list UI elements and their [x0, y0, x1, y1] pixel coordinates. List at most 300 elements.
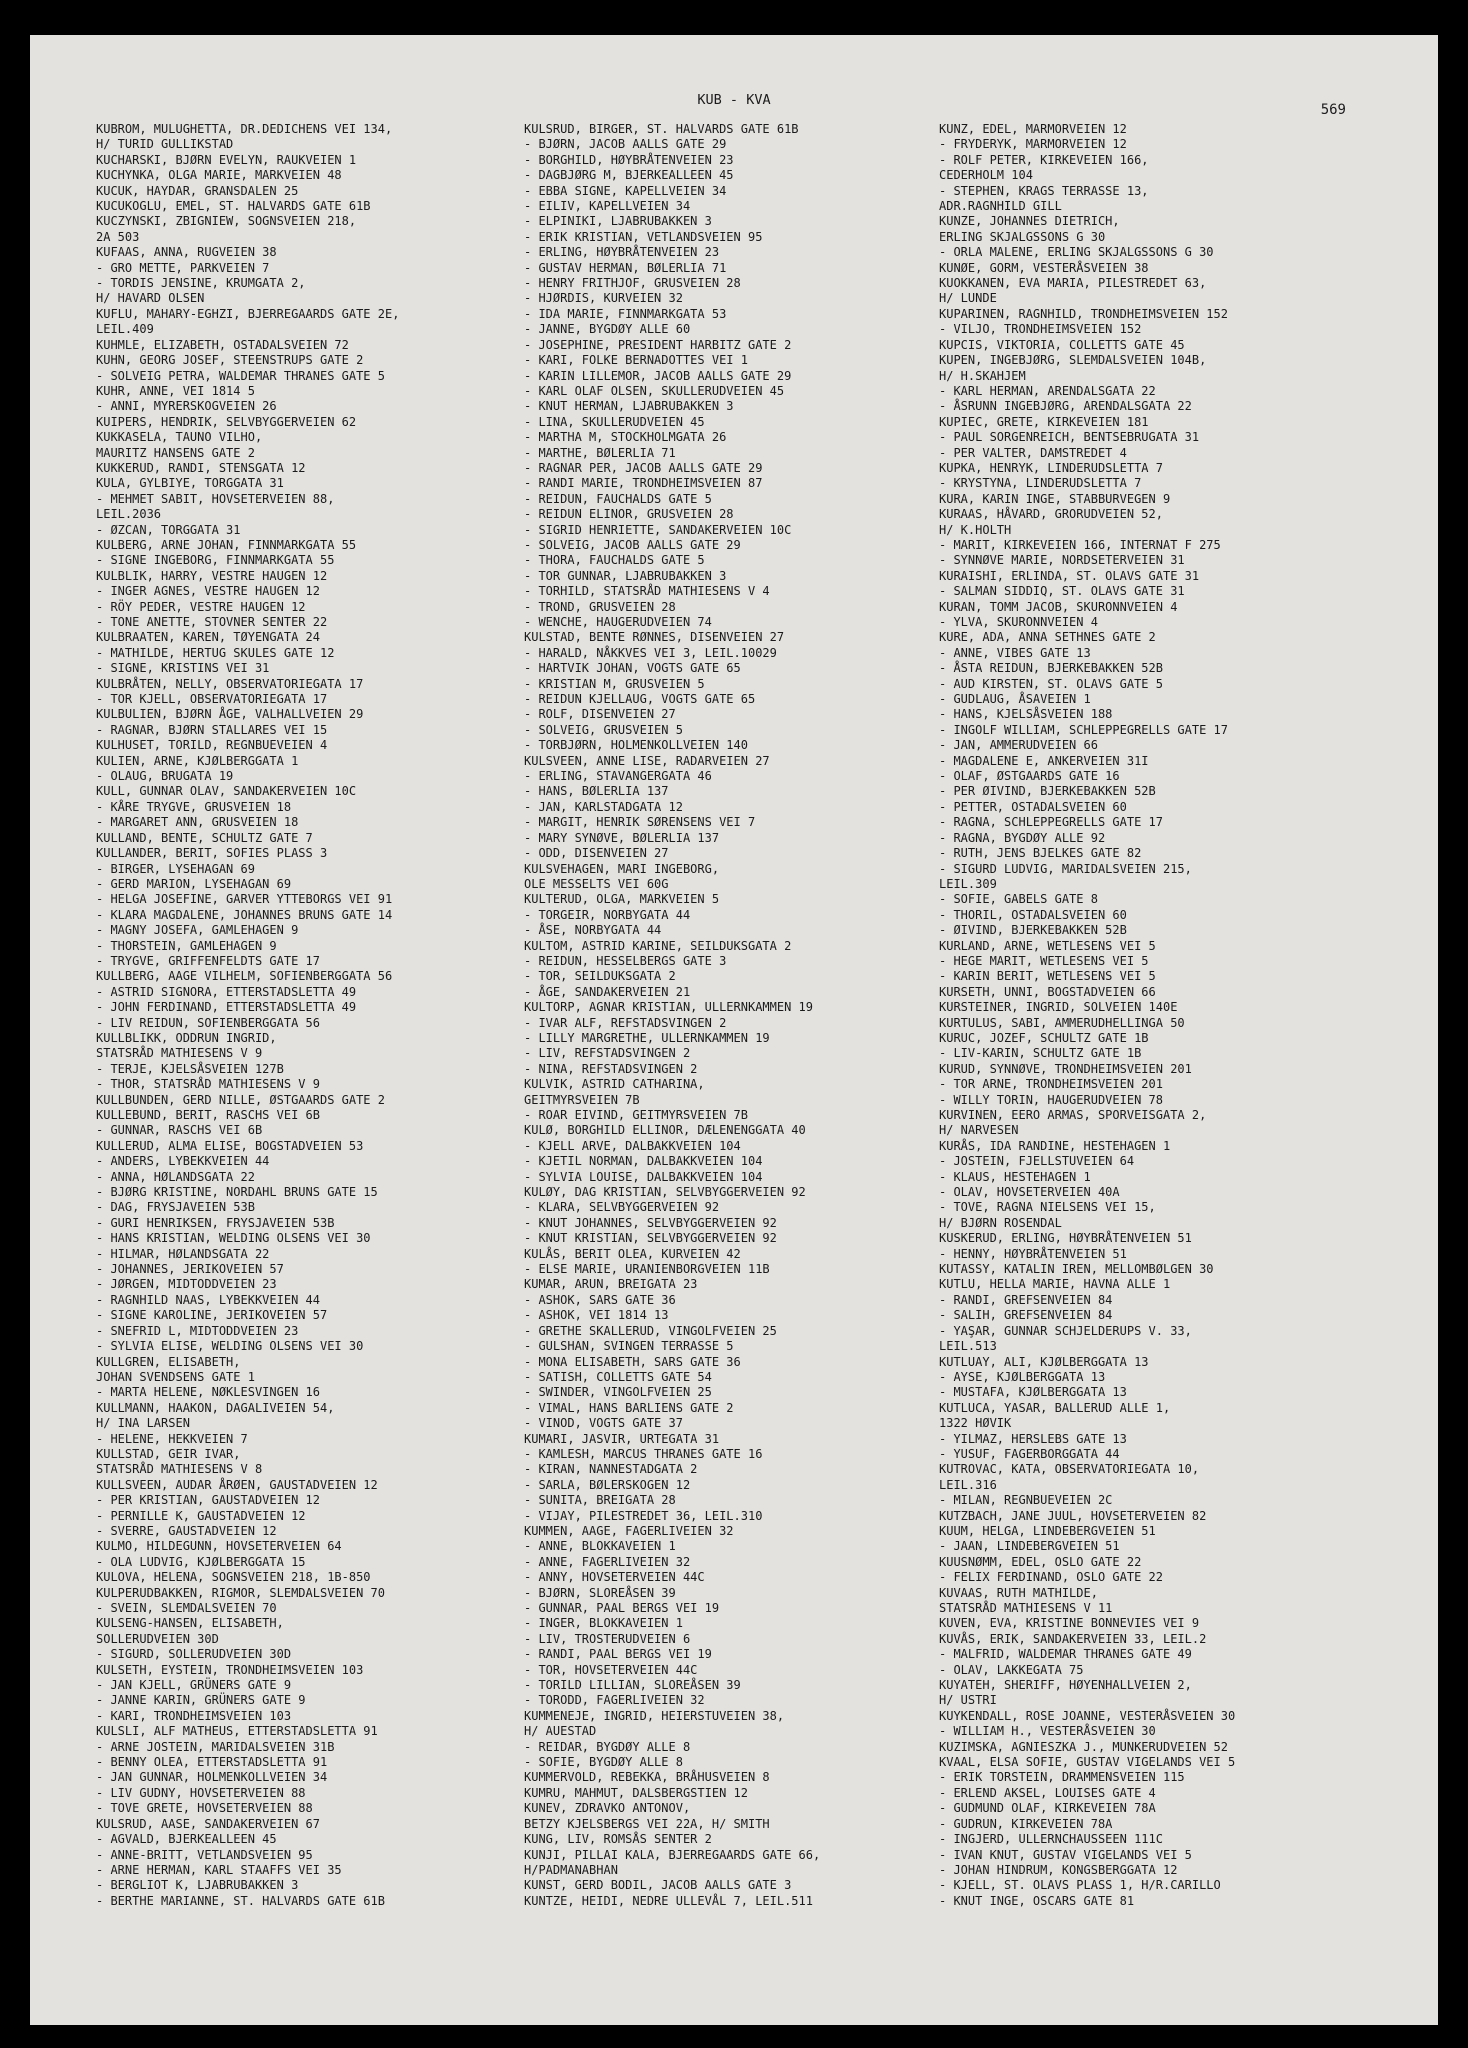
directory-entry: - VILJO, TRONDHEIMSVEIEN 152	[939, 322, 1142, 337]
directory-entry: - SVEIN, SLEMDALSVEIEN 70	[96, 1601, 277, 1615]
directory-entry: - JAN GUNNAR, HOLMENKOLLVEIEN 34	[96, 1770, 328, 1785]
directory-entry: KUVAAS, RUTH MATHILDE,	[939, 1585, 1098, 1600]
directory-entry: KUTLUCA, YASAR, BALLERUD ALLE 1,	[939, 1400, 1171, 1415]
directory-entry: SOLLERUDVEIEN 30D	[96, 1631, 219, 1646]
directory-entry: - BENNY OLEA, ETTERSTADSLETTA 91	[96, 1755, 328, 1770]
directory-entry: - HEGE MARIT, WETLESENS VEI 5	[939, 953, 1149, 968]
directory-entry: KULÅS, BERIT OLEA, KURVEIEN 42	[524, 1246, 741, 1261]
directory-entry: - VIJAY, PILESTREDET 36, LEIL.310	[524, 1508, 763, 1523]
directory-entry: - YLVA, SKURONNVEIEN 4	[939, 615, 1098, 629]
directory-entry: KURAAS, HÅVARD, GRORUDVEIEN 52,	[939, 507, 1163, 522]
directory-entry: KUNG, LIV, ROMSÅS SENTER 2	[524, 1832, 712, 1847]
directory-entry: - SNEFRID L, MIDTODDVEIEN 23	[96, 1323, 299, 1338]
directory-entry: - SOFIE, BYGDØY ALLE 8	[524, 1755, 683, 1770]
directory-entry: - SOLVEIG PETRA, WALDEMAR THRANES GATE 5	[96, 368, 385, 383]
directory-entry: - ANNE, VIBES GATE 13	[939, 645, 1091, 660]
directory-entry: KULIEN, ARNE, KJØLBERGGATA 1	[96, 753, 299, 768]
directory-entry: - IVAN KNUT, GUSTAV VIGELANDS VEI 5	[939, 1847, 1192, 1862]
directory-entry: KUMMENEJE, INGRID, HEIERSTUVEIEN 38,	[524, 1708, 785, 1723]
directory-entry: KULØY, DAG KRISTIAN, SELVBYGGERVEIEN 92	[524, 1185, 806, 1200]
directory-entry: ERLING SKJALGSSONS G 30	[939, 229, 1106, 244]
directory-entry: - RÖY PEDER, VESTRE HAUGEN 12	[96, 599, 306, 614]
directory-entry: - SYLVIA LOUISE, DALBAKKVEIEN 104	[524, 1169, 763, 1184]
directory-entry: - TOR KJELL, OBSERVATORIEGATA 17	[96, 692, 328, 707]
directory-entry: KULSTAD, BENTE RØNNES, DISENVEIEN 27	[524, 630, 785, 645]
directory-entry: - YUSUF, FAGERBORGGATA 44	[939, 1446, 1120, 1461]
directory-entry: - HENNY, HØYBRÅTENVEIEN 51	[939, 1246, 1127, 1261]
directory-entry: 2A 503	[96, 229, 140, 244]
directory-entry: - TORHILD, STATSRÅD MATHIESENS V 4	[524, 584, 770, 599]
directory-entry: LEIL.409	[96, 322, 154, 337]
directory-entry: - SWINDER, VINGOLFVEIEN 25	[524, 1385, 712, 1400]
directory-entry: - GUNNAR, RASCHS VEI 6B	[96, 1123, 263, 1138]
directory-entry: KUKKASELA, TAUNO VILHO,	[96, 430, 263, 445]
directory-entry: KULSENG-HANSEN, ELISABETH,	[96, 1616, 284, 1631]
directory-entry: - PAUL SORGENREICH, BENTSEBRUGATA 31	[939, 430, 1200, 445]
directory-entry: KUTROVAC, KATA, OBSERVATORIEGATA 10,	[939, 1462, 1200, 1477]
directory-entry: - KÅRE TRYGVE, GRUSVEIEN 18	[96, 799, 292, 814]
directory-entry: - MARTHA M, STOCKHOLMGATA 26	[524, 430, 727, 445]
directory-entry: KUTLUAY, ALI, KJØLBERGGATA 13	[939, 1354, 1149, 1369]
page-header: KUB - KVA	[697, 92, 771, 108]
directory-entry: KULLBLIKK, ODDRUN INGRID,	[96, 1030, 277, 1045]
directory-entry: - KARL HERMAN, ARENDALSGATA 22	[939, 383, 1156, 398]
directory-entry: - THOR, STATSRÅD MATHIESENS V 9	[96, 1077, 320, 1092]
directory-entry: KURAN, TOMM JACOB, SKURONNVEIEN 4	[939, 599, 1178, 614]
directory-entry: KULL, GUNNAR OLAV, SANDAKERVEIEN 10C	[96, 784, 357, 799]
directory-entry: - WILLY TORIN, HAUGERUDVEIEN 78	[939, 1092, 1163, 1107]
directory-entry: - GUDRUN, KIRKEVEIEN 78A	[939, 1816, 1113, 1831]
directory-entry: - OLAV, LAKKEGATA 75	[939, 1662, 1084, 1677]
directory-entry: - ANDERS, LYBEKKVEIEN 44	[96, 1154, 270, 1169]
directory-entry: - ERLING, STAVANGERGATA 46	[524, 769, 712, 784]
directory-entry: KULPERUDBAKKEN, RIGMOR, SLEMDALSVEIEN 70	[96, 1585, 385, 1600]
directory-entry: - SALIH, GREFSENVEIEN 84	[939, 1308, 1113, 1323]
directory-entry: KUMMERVOLD, REBEKKA, BRÅHUSVEIEN 8	[524, 1770, 770, 1785]
directory-entry: - EILIV, KAPELLVEIEN 34	[524, 199, 691, 214]
directory-entry: KURÅS, IDA RANDINE, HESTEHAGEN 1	[939, 1138, 1171, 1153]
directory-entry: - RUTH, JENS BJELKES GATE 82	[939, 846, 1142, 861]
directory-entry: KULOVA, HELENA, SOGNSVEIEN 218, 1B-850	[96, 1570, 371, 1585]
directory-entry: - SIGURD, SOLLERUDVEIEN 30D	[96, 1647, 292, 1662]
directory-entry: - LINA, SKULLERUDVEIEN 45	[524, 414, 705, 429]
directory-entry: KUMMEN, AAGE, FAGERLIVEIEN 32	[524, 1523, 734, 1538]
directory-entry: - KAMLESH, MARCUS THRANES GATE 16	[524, 1446, 763, 1461]
directory-entry: - SYNNØVE MARIE, NORDSETERVEIEN 31	[939, 553, 1185, 568]
directory-entry: KUUSNØMM, EDEL, OSLO GATE 22	[939, 1554, 1142, 1569]
directory-entry: - TORDIS JENSINE, KRUMGATA 2,	[96, 276, 306, 291]
directory-entry: - ASTRID SIGNORA, ETTERSTADSLETTA 49	[96, 984, 357, 999]
directory-entry: CEDERHOLM 104	[939, 168, 1033, 183]
directory-entry: - THORIL, OSTADALSVEIEN 60	[939, 907, 1127, 922]
directory-entry: - THORSTEIN, GAMLEHAGEN 9	[96, 938, 277, 953]
directory-entry: - FELIX FERDINAND, OSLO GATE 22	[939, 1570, 1163, 1585]
directory-entry: - YAŞAR, GUNNAR SCHJELDERUPS V. 33,	[939, 1323, 1192, 1338]
directory-entry: KUCHARSKI, BJØRN EVELYN, RAUKVEIEN 1	[96, 152, 357, 167]
directory-entry: - SUNITA, BREIGATA 28	[524, 1493, 676, 1508]
directory-entry: - TRYGVE, GRIFFENFELDTS GATE 17	[96, 953, 320, 968]
directory-entry: - BORGHILD, HØYBRÅTENVEIEN 23	[524, 152, 734, 167]
directory-entry: - KJELL ARVE, DALBAKKVEIEN 104	[524, 1138, 741, 1153]
directory-entry: - WENCHE, HAUGERUDVEIEN 74	[524, 615, 712, 629]
directory-entry: - HANS KRISTIAN, WELDING OLSENS VEI 30	[96, 1231, 371, 1246]
directory-entry: - YILMAZ, HERSLEBS GATE 13	[939, 1431, 1127, 1446]
directory-entry: - ASHOK, VEI 1814 13	[524, 1308, 669, 1323]
directory-entry: - TORGEIR, NORBYGATA 44	[524, 907, 691, 922]
directory-entry: - HARALD, NÅKKVES VEI 3, LEIL.10029	[524, 645, 777, 660]
directory-entry: KUFAAS, ANNA, RUGVEIEN 38	[96, 245, 277, 260]
directory-entry: GEITMYRSVEIEN 7B	[524, 1092, 640, 1107]
directory-entry: - ROAR EIVIND, GEITMYRSVEIEN 7B	[524, 1108, 748, 1122]
directory-entry: - RANDI MARIE, TRONDHEIMSVEIEN 87	[524, 476, 763, 491]
directory-entry: OLE MESSELTS VEI 60G	[524, 876, 669, 891]
directory-entry: - AUD KIRSTEN, ST. OLAVS GATE 5	[939, 676, 1163, 691]
directory-entry: - ASHOK, SARS GATE 36	[524, 1292, 676, 1307]
directory-entry: STATSRÅD MATHIESENS V 9	[96, 1046, 263, 1061]
directory-entry: - IDA MARIE, FINNMARKGATA 53	[524, 306, 727, 321]
directory-entry: - INGER AGNES, VESTRE HAUGEN 12	[96, 584, 320, 599]
directory-entry: - WILLIAM H., VESTERÅSVEIEN 30	[939, 1724, 1156, 1739]
directory-entry: - ERLEND AKSEL, LOUISES GATE 4	[939, 1785, 1156, 1800]
directory-entry: - JAN, AMMERUDVEIEN 66	[939, 738, 1098, 753]
directory-entry: KUOKKANEN, EVA MARIA, PILESTREDET 63,	[939, 276, 1207, 291]
directory-entry: - TORBJØRN, HOLMENKOLLVEIEN 140	[524, 738, 748, 753]
directory-entry: - SOLVEIG, JACOB AALLS GATE 29	[524, 537, 741, 552]
directory-entry: H/ LUNDE	[939, 291, 997, 306]
directory-entry: - HENRY FRITHJOF, GRUSVEIEN 28	[524, 276, 741, 291]
directory-entry: - REIDUN, FAUCHALDS GATE 5	[524, 491, 712, 506]
directory-entry: - NINA, REFSTADSVINGEN 2	[524, 1061, 698, 1076]
directory-entry: - GULSHAN, SVINGEN TERRASSE 5	[524, 1339, 734, 1354]
directory-entry: - ÅSRUNN INGEBJØRG, ARENDALSGATA 22	[939, 399, 1192, 414]
directory-entry: - STEPHEN, KRAGS TERRASSE 13,	[939, 183, 1149, 198]
directory-entry: H/ AUESTAD	[524, 1724, 597, 1739]
directory-entry: - BIRGER, LYSEHAGAN 69	[96, 861, 255, 876]
directory-entry: - JOHN FERDINAND, ETTERSTADSLETTA 49	[96, 1000, 357, 1015]
directory-entry: KULLSTAD, GEIR IVAR,	[96, 1446, 241, 1461]
directory-entry: - RAGNA, SCHLEPPEGRELLS GATE 17	[939, 815, 1163, 830]
directory-entry: - KARI, TRONDHEIMSVEIEN 103	[96, 1708, 292, 1723]
directory-entry: KUKKERUD, RANDI, STENSGATA 12	[96, 460, 306, 475]
directory-entry: - PER VALTER, DAMSTREDET 4	[939, 445, 1127, 460]
directory-entry: KUTASSY, KATALIN IREN, MELLOMBØLGEN 30	[939, 1262, 1214, 1277]
directory-entry: - BERGLIOT K, LJABRUBAKKEN 3	[96, 1878, 299, 1893]
directory-entry: - ELPINIKI, LJABRUBAKKEN 3	[524, 214, 712, 229]
directory-entry: - ANNE-BRITT, VETLANDSVEIEN 95	[96, 1847, 313, 1862]
directory-entry: - MAGDALENE E, ANKERVEIEN 31I	[939, 753, 1149, 768]
directory-entry: KUHN, GEORG JOSEF, STEENSTRUPS GATE 2	[96, 353, 364, 368]
directory-entry: KUUM, HELGA, LINDEBERGVEIEN 51	[939, 1523, 1156, 1538]
directory-entry: H/ K.HOLTH	[939, 522, 1012, 537]
directory-entry: KULHUSET, TORILD, REGNBUEVEIEN 4	[96, 738, 328, 753]
directory-entry: - JOHANNES, JERIKOVEIEN 57	[96, 1262, 284, 1277]
directory-entry: KULVIK, ASTRID CATHARINA,	[524, 1077, 705, 1092]
directory-entry: - ROLF PETER, KIRKEVEIEN 166,	[939, 152, 1149, 167]
directory-entry: - RAGNA, BYGDØY ALLE 92	[939, 830, 1106, 845]
directory-entry: KULTOM, ASTRID KARINE, SEILDUKSGATA 2	[524, 938, 792, 953]
directory-entry: KUNEV, ZDRAVKO ANTONOV,	[524, 1801, 691, 1816]
directory-entry: - EBBA SIGNE, KAPELLVEIEN 34	[524, 183, 727, 198]
directory-entry: - MARIT, KIRKEVEIEN 166, INTERNAT F 275	[939, 537, 1221, 552]
directory-entry: KULSVEHAGEN, MARI INGEBORG,	[524, 861, 720, 876]
directory-entry: KULLANDER, BERIT, SOFIES PLASS 3	[96, 846, 328, 861]
directory-entry: - GRO METTE, PARKVEIEN 7	[96, 260, 270, 275]
directory-entry: - BJØRN, SLOREÅSEN 39	[524, 1585, 676, 1600]
directory-entry: - ANNA, HØLANDSGATA 22	[96, 1169, 255, 1184]
directory-entry: - KLARA, SELVBYGGERVEIEN 92	[524, 1200, 720, 1215]
directory-entry: - MONA ELISABETH, SARS GATE 36	[524, 1354, 741, 1369]
directory-entry: - MARY SYNØVE, BØLERLIA 137	[524, 830, 720, 845]
directory-entry: LEIL.513	[939, 1339, 997, 1354]
directory-entry: KULBRAATEN, KAREN, TØYENGATA 24	[96, 630, 320, 645]
directory-entry: KURA, KARIN INGE, STABBURVEGEN 9	[939, 491, 1171, 506]
directory-entry: - ØZCAN, TORGGATA 31	[96, 522, 241, 537]
directory-entry: KULLBUNDEN, GERD NILLE, ØSTGAARDS GATE 2	[96, 1092, 385, 1107]
directory-entry: - ANNE, BLOKKAVEIEN 1	[524, 1539, 676, 1554]
directory-entry: KUBROM, MULUGHETTA, DR.DEDICHENS VEI 134,	[96, 122, 393, 136]
directory-entry: KULTORP, AGNAR KRISTIAN, ULLERNKAMMEN 19	[524, 1000, 813, 1015]
directory-entry: - INGER, BLOKKAVEIEN 1	[524, 1616, 683, 1631]
directory-entry: - ROLF, DISENVEIEN 27	[524, 707, 676, 722]
directory-entry: - PETTER, OSTADALSVEIEN 60	[939, 799, 1127, 814]
directory-entry: - DAGBJØRG M, BJERKEALLEEN 45	[524, 168, 734, 183]
directory-entry: KULMO, HILDEGUNN, HOVSETERVEIEN 64	[96, 1539, 342, 1554]
directory-entry: - KNUT HERMAN, LJABRUBAKKEN 3	[524, 399, 734, 414]
directory-entry: - OLA LUDVIG, KJØLBERGGATA 15	[96, 1554, 306, 1569]
directory-entry: KULA, GYLBIYE, TORGGATA 31	[96, 476, 284, 491]
directory-entry: KURSETH, UNNI, BOGSTADVEIEN 66	[939, 984, 1156, 999]
directory-entry: - RANDI, PAAL BERGS VEI 19	[524, 1647, 712, 1662]
directory-entry: STATSRÅD MATHIESENS V 11	[939, 1601, 1113, 1615]
directory-entry: - JAAN, LINDEBERGVEIEN 51	[939, 1539, 1120, 1554]
directory-entry: - KLAUS, HESTEHAGEN 1	[939, 1169, 1091, 1184]
directory-entry: - JOSEPHINE, PRESIDENT HARBITZ GATE 2	[524, 337, 792, 352]
directory-entry: - TOR ARNE, TRONDHEIMSVEIEN 201	[939, 1077, 1163, 1092]
directory-entry: KUNØE, GORM, VESTERÅSVEIEN 38	[939, 260, 1149, 275]
directory-entry: - MAGNY JOSEFA, GAMLEHAGEN 9	[96, 923, 299, 938]
directory-entry: H/ TURID GULLIKSTAD	[96, 137, 234, 152]
directory-entry: - ÅGE, SANDAKERVEIEN 21	[524, 984, 691, 999]
directory-entry: - MUSTAFA, KJØLBERGGATA 13	[939, 1385, 1127, 1400]
directory-entry: KUPIEC, GRETE, KIRKEVEIEN 181	[939, 414, 1149, 429]
directory-entry: - SOFIE, GABELS GATE 8	[939, 892, 1098, 907]
directory-entry: - JAN, KARLSTADGATA 12	[524, 799, 683, 814]
directory-entry: - INGJERD, ULLERNCHAUSSEEN 111C	[939, 1832, 1163, 1847]
directory-entry: - JOSTEIN, FJELLSTUVEIEN 64	[939, 1154, 1135, 1169]
directory-entry: - JØRGEN, MIDTODDVEIEN 23	[96, 1277, 277, 1292]
directory-entry: - PERNILLE K, GAUSTADVEIEN 12	[96, 1508, 306, 1523]
directory-entry: - LIV GUDNY, HOVSETERVEIEN 88	[96, 1785, 306, 1800]
directory-entry: KUYKENDALL, ROSE JOANNE, VESTERÅSVEIEN 30	[939, 1708, 1236, 1723]
directory-entry: - OLAF, ØSTGAARDS GATE 16	[939, 769, 1120, 784]
directory-entry: H/ HAVARD OLSEN	[96, 291, 205, 306]
directory-entry: - GUSTAV HERMAN, BØLERLIA 71	[524, 260, 727, 275]
directory-entry: KURAISHI, ERLINDA, ST. OLAVS GATE 31	[939, 568, 1200, 583]
directory-entry: - TORILD LILLIAN, SLOREÅSEN 39	[524, 1678, 741, 1693]
directory-entry: - AGVALD, BJERKEALLEEN 45	[96, 1832, 277, 1847]
directory-entry: KUVEN, EVA, KRISTINE BONNEVIES VEI 9	[939, 1616, 1200, 1631]
directory-entry: - HARTVIK JOHAN, VOGTS GATE 65	[524, 661, 741, 676]
directory-entry: - SIGURD LUDVIG, MARIDALSVEIEN 215,	[939, 861, 1192, 876]
directory-entry: - DAG, FRYSJAVEIEN 53B	[96, 1200, 255, 1215]
directory-entry: - ANNY, HOVSETERVEIEN 44C	[524, 1570, 705, 1585]
directory-entry: KULLAND, BENTE, SCHULTZ GATE 7	[96, 830, 313, 845]
directory-entry: KULSVEEN, ANNE LISE, RADARVEIEN 27	[524, 753, 770, 768]
directory-entry: - JANNE, BYGDØY ALLE 60	[524, 322, 691, 337]
directory-entry: H/PADMANABHAN	[524, 1862, 618, 1877]
directory-entry: KURSTEINER, INGRID, SOLVEIEN 140E	[939, 1000, 1178, 1015]
directory-entry: KURUD, SYNNØVE, TRONDHEIMSVEIEN 201	[939, 1061, 1192, 1076]
directory-entry: - ERLING, HØYBRÅTENVEIEN 23	[524, 245, 720, 260]
directory-entry: - GUDMUND OLAF, KIRKEVEIEN 78A	[939, 1801, 1156, 1816]
directory-entry: - SVERRE, GAUSTADVEIEN 12	[96, 1523, 277, 1538]
directory-entry: - ELSE MARIE, URANIENBORGVEIEN 11B	[524, 1262, 770, 1277]
directory-entry: - KNUT JOHANNES, SELVBYGGERVEIEN 92	[524, 1215, 777, 1230]
directory-entry: KUNST, GERD BODIL, JACOB AALLS GATE 3	[524, 1878, 792, 1893]
directory-entry: - IVAR ALF, REFSTADSVINGEN 2	[524, 1015, 727, 1030]
directory-entry: H/ NARVESEN	[939, 1123, 1019, 1138]
directory-entry: - ERIK KRISTIAN, VETLANDSVEIEN 95	[524, 229, 763, 244]
directory-entry: KUCZYNSKI, ZBIGNIEW, SOGNSVEIEN 218,	[96, 214, 357, 229]
directory-entry: 1322 HØVIK	[939, 1416, 1012, 1431]
directory-entry: KUCHYNKA, OLGA MARIE, MARKVEIEN 48	[96, 168, 342, 183]
directory-entry: - LIV, REFSTADSVINGEN 2	[524, 1046, 691, 1061]
directory-entry: - ORLA MALENE, ERLING SKJALGSSONS G 30	[939, 245, 1214, 260]
directory-entry: KULLERUD, ALMA ELISE, BOGSTADVEIEN 53	[96, 1138, 364, 1153]
directory-entry: KULØ, BORGHILD ELLINOR, DÆLENENGGATA 40	[524, 1123, 806, 1138]
directory-entry: - HILMAR, HØLANDSGATA 22	[96, 1246, 270, 1261]
directory-entry: - LIV, TROSTERUDVEIEN 6	[524, 1631, 691, 1646]
directory-entry: - SIGNE INGEBORG, FINNMARKGATA 55	[96, 553, 335, 568]
directory-entry: - SALMAN SIDDIQ, ST. OLAVS GATE 31	[939, 584, 1185, 599]
directory-entry: - HANS, BØLERLIA 137	[524, 784, 669, 799]
directory-entry: - REIDAR, BYGDØY ALLE 8	[524, 1739, 691, 1754]
directory-entry: - JOHAN HINDRUM, KONGSBERGGATA 12	[939, 1862, 1178, 1877]
directory-entry: KUHMLE, ELIZABETH, OSTADALSVEIEN 72	[96, 337, 349, 352]
directory-entry: H/ H.SKAHJEM	[939, 368, 1026, 383]
directory-entry: - ERIK TORSTEIN, DRAMMENSVEIEN 115	[939, 1770, 1185, 1785]
directory-entry: KULBLIK, HARRY, VESTRE HAUGEN 12	[96, 568, 328, 583]
directory-entry: KUFLU, MAHARY-EGHZI, BJERREGAARDS GATE 2E,	[96, 306, 400, 321]
directory-entry: - PER ØIVIND, BJERKEBAKKEN 52B	[939, 784, 1156, 799]
directory-entry: JOHAN SVENDSENS GATE 1	[96, 1369, 255, 1384]
directory-entry: - SIGNE KAROLINE, JERIKOVEIEN 57	[96, 1308, 328, 1323]
directory-entry: - PER KRISTIAN, GAUSTADVEIEN 12	[96, 1493, 320, 1508]
directory-entry: KUMARI, JASVIR, URTEGATA 31	[524, 1431, 720, 1446]
directory-entry: - BERTHE MARIANNE, ST. HALVARDS GATE 61B	[96, 1893, 385, 1908]
directory-entry: - RAGNAR, BJØRN STALLARES VEI 15	[96, 722, 328, 737]
directory-entry: KULSRUD, BIRGER, ST. HALVARDS GATE 61B	[524, 122, 799, 136]
directory-entry: LEIL.309	[939, 876, 997, 891]
column-middle	[524, 122, 956, 1909]
directory-entry: KUMRU, MAHMUT, DALSBERGSTIEN 12	[524, 1785, 748, 1800]
directory-entry: KUPKA, HENRYK, LINDERUDSLETTA 7	[939, 460, 1163, 475]
directory-entry: KULLBERG, AAGE VILHELM, SOFIENBERGGATA 56	[96, 969, 393, 984]
directory-entry: KUTLU, HELLA MARIE, HAVNA ALLE 1	[939, 1277, 1171, 1292]
directory-entry: KUPARINEN, RAGNHILD, TRONDHEIMSVEIEN 152	[939, 306, 1228, 321]
directory-entry: - LIV REIDUN, SOFIENBERGGATA 56	[96, 1015, 320, 1030]
directory-entry: KURE, ADA, ANNA SETHNES GATE 2	[939, 630, 1156, 645]
directory-entry: - TOVE GRETE, HOVSETERVEIEN 88	[96, 1801, 313, 1816]
directory-entry: KUSKERUD, ERLING, HØYBRÅTENVEIEN 51	[939, 1231, 1192, 1246]
directory-entry: KULBRÅTEN, NELLY, OBSERVATORIEGATA 17	[96, 676, 364, 691]
directory-entry: - BJØRN, JACOB AALLS GATE 29	[524, 137, 727, 152]
directory-entry: - FRYDERYK, MARMORVEIEN 12	[939, 137, 1127, 152]
directory-entry: - MALFRID, WALDEMAR THRANES GATE 49	[939, 1647, 1192, 1662]
directory-entry: - MARGIT, HENRIK SØRENSENS VEI 7	[524, 815, 756, 830]
directory-entry: - TOR GUNNAR, LJABRUBAKKEN 3	[524, 568, 727, 583]
directory-entry: KUCUKOGLU, EMEL, ST. HALVARDS GATE 61B	[96, 199, 371, 214]
directory-entry: KUPEN, INGEBJØRG, SLEMDALSVEIEN 104B,	[939, 353, 1207, 368]
directory-entry: KUCUK, HAYDAR, GRANSDALEN 25	[96, 183, 299, 198]
directory-entry: - GERD MARION, LYSEHAGAN 69	[96, 876, 292, 891]
page-number: 569	[1320, 102, 1346, 118]
directory-entry: - KRISTIAN M, GRUSVEIEN 5	[524, 676, 705, 691]
directory-entry: - KARL OLAF OLSEN, SKULLERUDVEIEN 45	[524, 383, 785, 398]
directory-entry: KUNTZE, HEIDI, NEDRE ULLEVÅL 7, LEIL.511	[524, 1893, 813, 1908]
directory-entry: - HELGA JOSEFINE, GARVER YTTEBORGS VEI 91	[96, 892, 393, 907]
directory-entry: KULTERUD, OLGA, MARKVEIEN 5	[524, 892, 720, 907]
directory-entry: - RANDI, GREFSENVEIEN 84	[939, 1292, 1113, 1307]
directory-entry: - THORA, FAUCHALDS GATE 5	[524, 553, 705, 568]
directory-entry: - BJØRG KRISTINE, NORDAHL BRUNS GATE 15	[96, 1185, 378, 1200]
directory-entry: - SATISH, COLLETTS GATE 54	[524, 1369, 712, 1384]
directory-entry: - ARNE HERMAN, KARL STAAFFS VEI 35	[96, 1862, 342, 1877]
directory-entry: - HJØRDIS, KURVEIEN 32	[524, 291, 683, 306]
directory-entry: - ÅSTA REIDUN, BJERKEBAKKEN 52B	[939, 661, 1163, 676]
directory-entry: KVAAL, ELSA SOFIE, GUSTAV VIGELANDS VEI 5	[939, 1755, 1236, 1770]
directory-entry: - MARTA HELENE, NØKLESVINGEN 16	[96, 1385, 320, 1400]
directory-entry: - VIMAL, HANS BARLIENS GATE 2	[524, 1400, 734, 1415]
directory-entry: LEIL.2036	[96, 507, 162, 522]
directory-entry: KUTZBACH, JANE JUUL, HOVSETERVEIEN 82	[939, 1508, 1207, 1523]
directory-entry: - ODD, DISENVEIEN 27	[524, 846, 669, 861]
directory-entry: - MARTHE, BØLERLIA 71	[524, 445, 676, 460]
directory-entry: KUHR, ANNE, VEI 1814 5	[96, 383, 255, 398]
directory-entry: KULLGREN, ELISABETH,	[96, 1354, 241, 1369]
directory-entry: KURVINEN, EERO ARMAS, SPORVEISGATA 2,	[939, 1108, 1207, 1122]
directory-entry: - LIV-KARIN, SCHULTZ GATE 1B	[939, 1046, 1142, 1061]
directory-entry: - GUDLAUG, ÅSAVEIEN 1	[939, 692, 1091, 707]
column-left	[96, 122, 528, 1909]
directory-entry: H/ INA LARSEN	[96, 1416, 190, 1431]
directory-entry: KUYATEH, SHERIFF, HØYENHALLVEIEN 2,	[939, 1678, 1192, 1693]
directory-entry: - KJETIL NORMAN, DALBAKKVEIEN 104	[524, 1154, 763, 1169]
directory-entry: KUPCIS, VIKTORIA, COLLETTS GATE 45	[939, 337, 1185, 352]
directory-entry: - RAGNHILD NAAS, LYBEKKVEIEN 44	[96, 1292, 320, 1307]
directory-entry: - KRYSTYNA, LINDERUDSLETTA 7	[939, 476, 1142, 491]
directory-entry: KUNZ, EDEL, MARMORVEIEN 12	[939, 122, 1127, 136]
directory-entry: H/ USTRI	[939, 1693, 997, 1708]
directory-entry: - TROND, GRUSVEIEN 28	[524, 599, 676, 614]
directory-page	[30, 35, 1438, 2025]
directory-entry: - REIDUN ELINOR, GRUSVEIEN 28	[524, 507, 734, 522]
directory-entry: - KNUT KRISTIAN, SELVBYGGERVEIEN 92	[524, 1231, 777, 1246]
directory-entry: - HANS, KJELSÅSVEIEN 188	[939, 707, 1113, 722]
directory-entry: KUNZE, JOHANNES DIETRICH,	[939, 214, 1120, 229]
directory-entry: - REIDUN KJELLAUG, VOGTS GATE 65	[524, 692, 756, 707]
directory-entry: - ANNE, FAGERLIVEIEN 32	[524, 1554, 691, 1569]
directory-entry: - KARIN LILLEMOR, JACOB AALLS GATE 29	[524, 368, 792, 383]
directory-entry: - MATHILDE, HERTUG SKULES GATE 12	[96, 645, 335, 660]
directory-entry: - JANNE KARIN, GRÜNERS GATE 9	[96, 1693, 306, 1708]
directory-entry: - ØIVIND, BJERKEBAKKEN 52B	[939, 923, 1127, 938]
directory-entry: KURTULUS, SABI, AMMERUDHELLINGA 50	[939, 1015, 1185, 1030]
directory-entry: KULSETH, EYSTEIN, TRONDHEIMSVEIEN 103	[96, 1662, 364, 1677]
directory-entry: - LILLY MARGRETHE, ULLERNKAMMEN 19	[524, 1030, 770, 1045]
directory-entry: H/ BJØRN ROSENDAL	[939, 1215, 1062, 1230]
directory-entry: - MARGARET ANN, GRUSVEIEN 18	[96, 815, 299, 830]
